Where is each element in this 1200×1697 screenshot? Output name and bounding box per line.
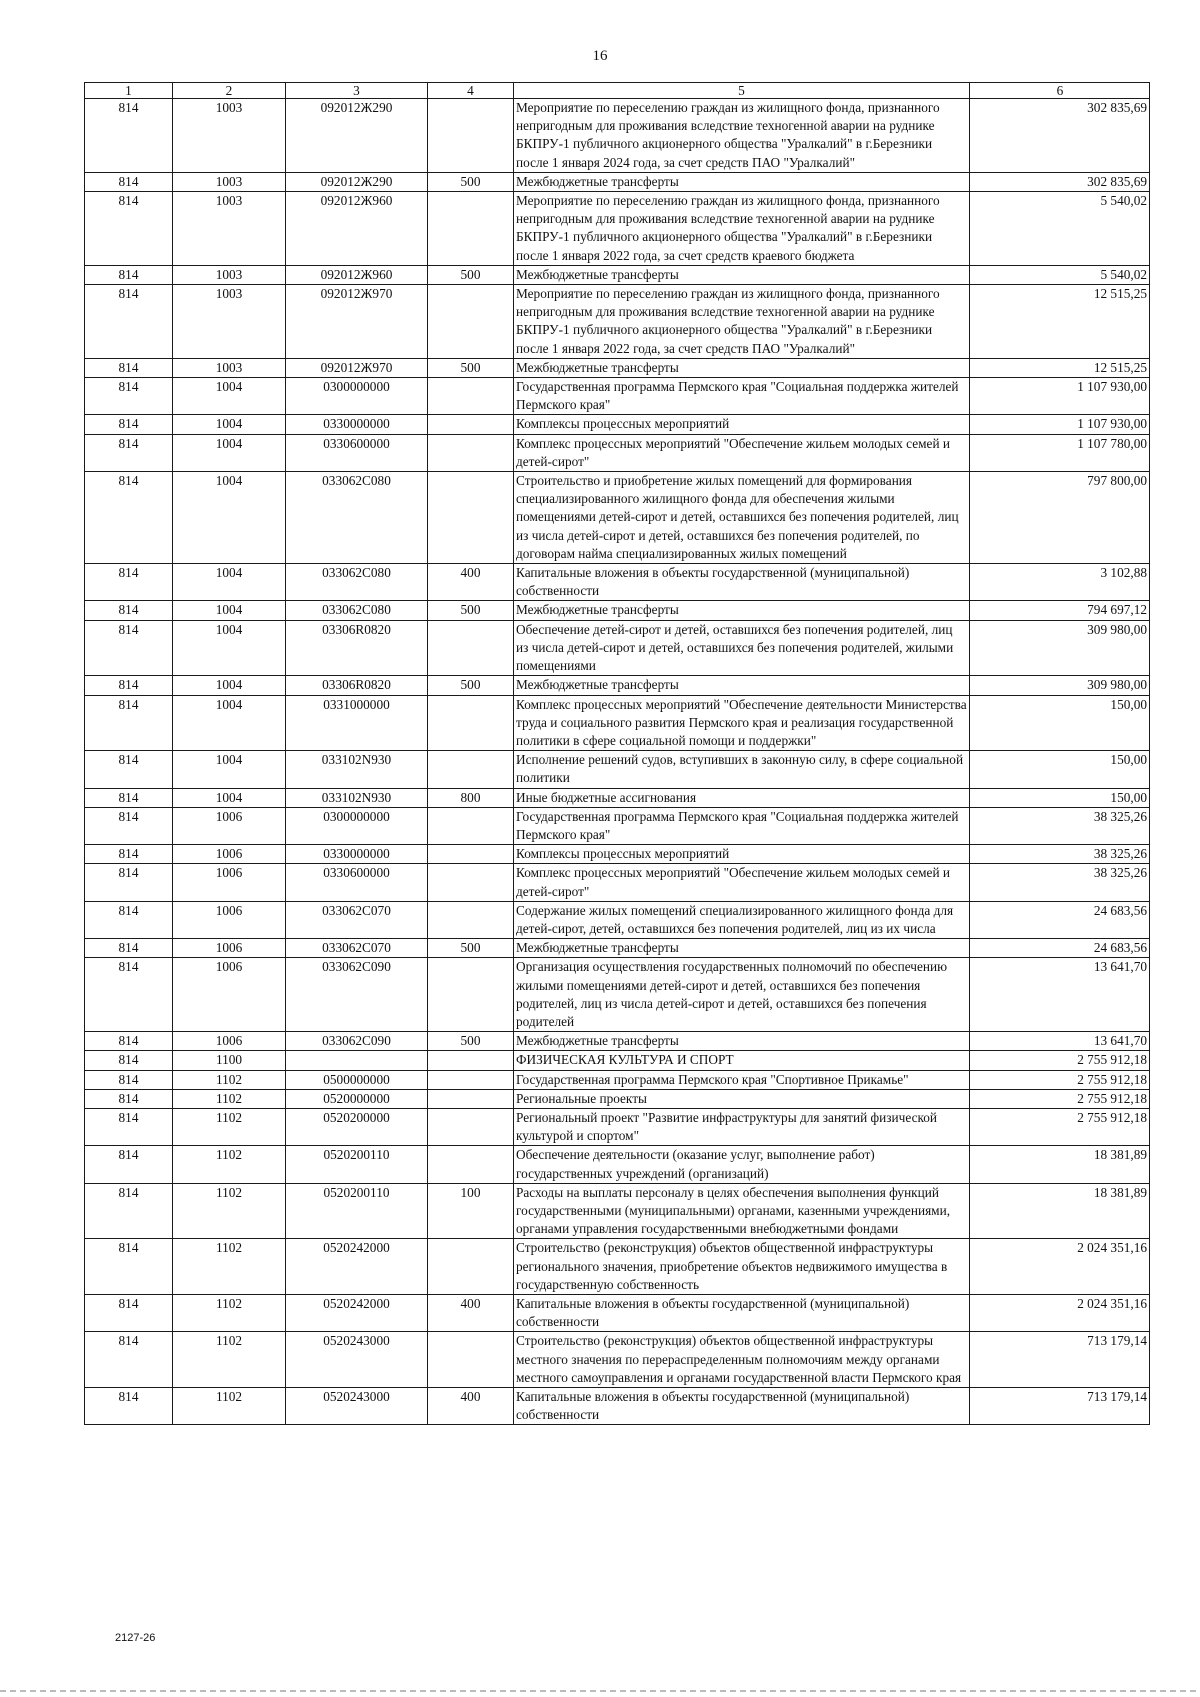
section-code-cell: 1102 bbox=[173, 1183, 286, 1239]
table-row bbox=[85, 1295, 1150, 1332]
description-cell: Комплекс процессных мероприятий "Обеспечение деятельности Министерства труда и социального развития Пермского края и реализация государственной политики в сфере социальной помощи и поддержки" bbox=[514, 695, 970, 751]
table-row bbox=[85, 1108, 1150, 1145]
section-code-cell: 1004 bbox=[173, 620, 286, 676]
amount-cell: 2 024 351,16 bbox=[970, 1295, 1150, 1332]
table-row bbox=[85, 1183, 1150, 1239]
ministry-code-cell: 814 bbox=[85, 1051, 173, 1070]
amount-cell: 2 755 912,18 bbox=[970, 1108, 1150, 1145]
target-article-code-cell: 092012Ж970 bbox=[286, 285, 428, 359]
amount-cell: 13 641,70 bbox=[970, 1032, 1150, 1051]
table-row bbox=[85, 1239, 1150, 1295]
ministry-code-cell: 814 bbox=[85, 1332, 173, 1388]
section-code-cell: 1003 bbox=[173, 265, 286, 284]
ministry-code-cell: 814 bbox=[85, 676, 173, 695]
ministry-code-cell: 814 bbox=[85, 1108, 173, 1145]
expense-type-code-cell bbox=[428, 1108, 514, 1145]
table-row bbox=[85, 192, 1150, 266]
ministry-code-cell: 814 bbox=[85, 1032, 173, 1051]
target-article-code-cell: 033102N930 bbox=[286, 788, 428, 807]
description-cell: Иные бюджетные ассигнования bbox=[514, 788, 970, 807]
description-cell: Капитальные вложения в объекты государственной (муниципальной) собственности bbox=[514, 1295, 970, 1332]
description-cell: Комплекс процессных мероприятий "Обеспечение жильем молодых семей и детей-сирот" bbox=[514, 434, 970, 471]
description-cell: ФИЗИЧЕСКАЯ КУЛЬТУРА И СПОРТ bbox=[514, 1051, 970, 1070]
amount-cell: 150,00 bbox=[970, 751, 1150, 788]
amount-cell: 2 024 351,16 bbox=[970, 1239, 1150, 1295]
target-article-code-cell: 092012Ж290 bbox=[286, 172, 428, 191]
expense-type-code-cell bbox=[428, 958, 514, 1032]
column-header-1: 1 bbox=[85, 83, 173, 99]
amount-cell: 797 800,00 bbox=[970, 472, 1150, 564]
section-code-cell: 1102 bbox=[173, 1239, 286, 1295]
target-article-code-cell: 0520200000 bbox=[286, 1108, 428, 1145]
section-code-cell: 1006 bbox=[173, 901, 286, 938]
section-code-cell: 1006 bbox=[173, 939, 286, 958]
section-code-cell: 1006 bbox=[173, 807, 286, 844]
expense-type-code-cell: 500 bbox=[428, 601, 514, 620]
target-article-code-cell: 0331000000 bbox=[286, 695, 428, 751]
ministry-code-cell: 814 bbox=[85, 864, 173, 901]
budget-table bbox=[84, 82, 1150, 1425]
table-row bbox=[85, 958, 1150, 1032]
expense-type-code-cell bbox=[428, 378, 514, 415]
amount-cell: 713 179,14 bbox=[970, 1388, 1150, 1425]
target-article-code-cell: 0520243000 bbox=[286, 1332, 428, 1388]
section-code-cell: 1003 bbox=[173, 285, 286, 359]
table-row bbox=[85, 751, 1150, 788]
description-cell: Межбюджетные трансферты bbox=[514, 601, 970, 620]
section-code-cell: 1006 bbox=[173, 845, 286, 864]
expense-type-code-cell: 500 bbox=[428, 265, 514, 284]
target-article-code-cell: 0330600000 bbox=[286, 864, 428, 901]
expense-type-code-cell bbox=[428, 434, 514, 471]
section-code-cell: 1004 bbox=[173, 676, 286, 695]
description-cell: Содержание жилых помещений специализированного жилищного фонда для детей-сирот, детей, оставшихся без попечения родителей, лиц из их числа bbox=[514, 901, 970, 938]
expense-type-code-cell bbox=[428, 1089, 514, 1108]
amount-cell: 2 755 912,18 bbox=[970, 1070, 1150, 1089]
table-row bbox=[85, 695, 1150, 751]
description-cell: Государственная программа Пермского края "Социальная поддержка жителей Пермского края" bbox=[514, 807, 970, 844]
target-article-code-cell: 092012Ж960 bbox=[286, 192, 428, 266]
table-row bbox=[85, 601, 1150, 620]
ministry-code-cell: 814 bbox=[85, 472, 173, 564]
amount-cell: 2 755 912,18 bbox=[970, 1051, 1150, 1070]
expense-type-code-cell: 400 bbox=[428, 1388, 514, 1425]
description-cell: Капитальные вложения в объекты государственной (муниципальной) собственности bbox=[514, 1388, 970, 1425]
ministry-code-cell: 814 bbox=[85, 958, 173, 1032]
ministry-code-cell: 814 bbox=[85, 1239, 173, 1295]
table-row bbox=[85, 378, 1150, 415]
target-article-code-cell: 03306R0820 bbox=[286, 620, 428, 676]
section-code-cell: 1006 bbox=[173, 958, 286, 1032]
description-cell: Мероприятие по переселению граждан из жилищного фонда, признанного непригодным для проживания вследствие техногенной аварии на руднике БКПРУ-1 публичного акционерного общества "Уралкалий" в г.Березники после 1 января 2022 года, за счет средств ПАО "Уралкалий" bbox=[514, 285, 970, 359]
amount-cell: 2 755 912,18 bbox=[970, 1089, 1150, 1108]
table-row bbox=[85, 1089, 1150, 1108]
table-row bbox=[85, 434, 1150, 471]
amount-cell: 150,00 bbox=[970, 695, 1150, 751]
description-cell: Государственная программа Пермского края "Спортивное Прикамье" bbox=[514, 1070, 970, 1089]
ministry-code-cell: 814 bbox=[85, 939, 173, 958]
table-row bbox=[85, 901, 1150, 938]
ministry-code-cell: 814 bbox=[85, 265, 173, 284]
expense-type-code-cell: 500 bbox=[428, 1032, 514, 1051]
amount-cell: 38 325,26 bbox=[970, 845, 1150, 864]
section-code-cell: 1102 bbox=[173, 1332, 286, 1388]
ministry-code-cell: 814 bbox=[85, 751, 173, 788]
target-article-code-cell: 033062С080 bbox=[286, 601, 428, 620]
section-code-cell: 1003 bbox=[173, 192, 286, 266]
ministry-code-cell: 814 bbox=[85, 1183, 173, 1239]
amount-cell: 302 835,69 bbox=[970, 99, 1150, 173]
table-row bbox=[85, 99, 1150, 173]
table-row bbox=[85, 1070, 1150, 1089]
section-code-cell: 1004 bbox=[173, 564, 286, 601]
target-article-code-cell: 092012Ж290 bbox=[286, 99, 428, 173]
amount-cell: 12 515,25 bbox=[970, 358, 1150, 377]
table-row bbox=[85, 1332, 1150, 1388]
expense-type-code-cell bbox=[428, 845, 514, 864]
expense-type-code-cell: 800 bbox=[428, 788, 514, 807]
ministry-code-cell: 814 bbox=[85, 788, 173, 807]
section-code-cell: 1102 bbox=[173, 1146, 286, 1183]
description-cell: Комплекс процессных мероприятий "Обеспечение жильем молодых семей и детей-сирот" bbox=[514, 864, 970, 901]
ministry-code-cell: 814 bbox=[85, 378, 173, 415]
description-cell: Мероприятие по переселению граждан из жилищного фонда, признанного непригодным для проживания вследствие техногенной аварии на руднике БКПРУ-1 публичного акционерного общества "Уралкалий" в г.Березники после 1 января 2022 года, за счет средств краевого бюджета bbox=[514, 192, 970, 266]
expense-type-code-cell bbox=[428, 472, 514, 564]
amount-cell: 150,00 bbox=[970, 788, 1150, 807]
scan-edge-line bbox=[0, 1690, 1200, 1692]
amount-cell: 713 179,14 bbox=[970, 1332, 1150, 1388]
ministry-code-cell: 814 bbox=[85, 695, 173, 751]
amount-cell: 309 980,00 bbox=[970, 620, 1150, 676]
expense-type-code-cell: 400 bbox=[428, 564, 514, 601]
column-header-3: 3 bbox=[286, 83, 428, 99]
description-cell: Капитальные вложения в объекты государственной (муниципальной) собственности bbox=[514, 564, 970, 601]
ministry-code-cell: 814 bbox=[85, 901, 173, 938]
section-code-cell: 1003 bbox=[173, 172, 286, 191]
expense-type-code-cell bbox=[428, 807, 514, 844]
target-article-code-cell: 0520242000 bbox=[286, 1239, 428, 1295]
section-code-cell: 1004 bbox=[173, 415, 286, 434]
target-article-code-cell: 0330000000 bbox=[286, 845, 428, 864]
section-code-cell: 1004 bbox=[173, 434, 286, 471]
table-row bbox=[85, 864, 1150, 901]
table-row bbox=[85, 845, 1150, 864]
section-code-cell: 1102 bbox=[173, 1388, 286, 1425]
table-row bbox=[85, 1146, 1150, 1183]
ministry-code-cell: 814 bbox=[85, 620, 173, 676]
expense-type-code-cell bbox=[428, 192, 514, 266]
description-cell: Межбюджетные трансферты bbox=[514, 1032, 970, 1051]
ministry-code-cell: 814 bbox=[85, 1089, 173, 1108]
ministry-code-cell: 814 bbox=[85, 192, 173, 266]
section-code-cell: 1102 bbox=[173, 1070, 286, 1089]
column-header-2: 2 bbox=[173, 83, 286, 99]
expense-type-code-cell: 500 bbox=[428, 358, 514, 377]
description-cell: Обеспечение деятельности (оказание услуг, выполнение работ) государственных учреждений (организаций) bbox=[514, 1146, 970, 1183]
description-cell: Комплексы процессных мероприятий bbox=[514, 845, 970, 864]
target-article-code-cell: 033062С070 bbox=[286, 901, 428, 938]
description-cell: Межбюджетные трансферты bbox=[514, 172, 970, 191]
ministry-code-cell: 814 bbox=[85, 1295, 173, 1332]
description-cell: Государственная программа Пермского края "Социальная поддержка жителей Пермского края" bbox=[514, 378, 970, 415]
expense-type-code-cell bbox=[428, 751, 514, 788]
expense-type-code-cell bbox=[428, 285, 514, 359]
amount-cell: 13 641,70 bbox=[970, 958, 1150, 1032]
description-cell: Комплексы процессных мероприятий bbox=[514, 415, 970, 434]
amount-cell: 1 107 930,00 bbox=[970, 415, 1150, 434]
target-article-code-cell: 033062С080 bbox=[286, 472, 428, 564]
amount-cell: 5 540,02 bbox=[970, 265, 1150, 284]
expense-type-code-cell: 100 bbox=[428, 1183, 514, 1239]
table-row bbox=[85, 564, 1150, 601]
section-code-cell: 1100 bbox=[173, 1051, 286, 1070]
expense-type-code-cell bbox=[428, 864, 514, 901]
section-code-cell: 1006 bbox=[173, 864, 286, 901]
ministry-code-cell: 814 bbox=[85, 601, 173, 620]
expense-type-code-cell: 400 bbox=[428, 1295, 514, 1332]
ministry-code-cell: 814 bbox=[85, 285, 173, 359]
column-header-6: 6 bbox=[970, 83, 1150, 99]
page-number: 16 bbox=[592, 48, 608, 64]
description-cell: Межбюджетные трансферты bbox=[514, 265, 970, 284]
section-code-cell: 1004 bbox=[173, 695, 286, 751]
target-article-code-cell: 092012Ж960 bbox=[286, 265, 428, 284]
expense-type-code-cell bbox=[428, 1070, 514, 1089]
ministry-code-cell: 814 bbox=[85, 358, 173, 377]
amount-cell: 309 980,00 bbox=[970, 676, 1150, 695]
ministry-code-cell: 814 bbox=[85, 434, 173, 471]
amount-cell: 5 540,02 bbox=[970, 192, 1150, 266]
expense-type-code-cell bbox=[428, 415, 514, 434]
section-code-cell: 1102 bbox=[173, 1089, 286, 1108]
description-cell: Обеспечение детей-сирот и детей, оставшихся без попечения родителей, лиц из числа детей-сирот и детей, оставшихся без попечения родителей, жилыми помещениями bbox=[514, 620, 970, 676]
ministry-code-cell: 814 bbox=[85, 1146, 173, 1183]
ministry-code-cell: 814 bbox=[85, 807, 173, 844]
table-row bbox=[85, 1032, 1150, 1051]
expense-type-code-cell bbox=[428, 99, 514, 173]
description-cell: Межбюджетные трансферты bbox=[514, 358, 970, 377]
table-row bbox=[85, 1388, 1150, 1425]
target-article-code-cell: 0330000000 bbox=[286, 415, 428, 434]
amount-cell: 1 107 780,00 bbox=[970, 434, 1150, 471]
amount-cell: 24 683,56 bbox=[970, 939, 1150, 958]
expense-type-code-cell: 500 bbox=[428, 172, 514, 191]
description-cell: Межбюджетные трансферты bbox=[514, 939, 970, 958]
amount-cell: 12 515,25 bbox=[970, 285, 1150, 359]
amount-cell: 18 381,89 bbox=[970, 1183, 1150, 1239]
section-code-cell: 1004 bbox=[173, 601, 286, 620]
target-article-code-cell: 0520200110 bbox=[286, 1146, 428, 1183]
target-article-code-cell: 033062С090 bbox=[286, 958, 428, 1032]
description-cell: Строительство (реконструкция) объектов общественной инфраструктуры регионального значения, приобретение объектов недвижимого имущества в государственную собственность bbox=[514, 1239, 970, 1295]
target-article-code-cell bbox=[286, 1051, 428, 1070]
target-article-code-cell: 0520242000 bbox=[286, 1295, 428, 1332]
ministry-code-cell: 814 bbox=[85, 1070, 173, 1089]
description-cell: Расходы на выплаты персоналу в целях обеспечения выполнения функций государственными (муниципальными) органами, казенными учреждениями, органами управления государственными внебюджетными фондами bbox=[514, 1183, 970, 1239]
table-row bbox=[85, 807, 1150, 844]
target-article-code-cell: 033102N930 bbox=[286, 751, 428, 788]
table-row bbox=[85, 265, 1150, 284]
section-code-cell: 1006 bbox=[173, 1032, 286, 1051]
ministry-code-cell: 814 bbox=[85, 845, 173, 864]
amount-cell: 18 381,89 bbox=[970, 1146, 1150, 1183]
table-row bbox=[85, 676, 1150, 695]
expense-type-code-cell bbox=[428, 695, 514, 751]
description-cell: Организация осуществления государственных полномочий по обеспечению жилыми помещениями детей-сирот и детей, оставшихся без попечения родителей, лиц из числа детей-сирот и детей, оставшихся без попечения родителей bbox=[514, 958, 970, 1032]
table-row bbox=[85, 620, 1150, 676]
expense-type-code-cell bbox=[428, 1146, 514, 1183]
table-row bbox=[85, 1051, 1150, 1070]
target-article-code-cell: 0520243000 bbox=[286, 1388, 428, 1425]
section-code-cell: 1004 bbox=[173, 788, 286, 807]
ministry-code-cell: 814 bbox=[85, 415, 173, 434]
table-row bbox=[85, 788, 1150, 807]
section-code-cell: 1004 bbox=[173, 378, 286, 415]
target-article-code-cell: 033062С080 bbox=[286, 564, 428, 601]
amount-cell: 38 325,26 bbox=[970, 864, 1150, 901]
expense-type-code-cell bbox=[428, 620, 514, 676]
column-header-5: 5 bbox=[514, 83, 970, 99]
amount-cell: 1 107 930,00 bbox=[970, 378, 1150, 415]
description-cell: Строительство (реконструкция) объектов общественной инфраструктуры местного значения по перераспределенным полномочиям между органами местного самоуправления и органами государственной власти Пермского края bbox=[514, 1332, 970, 1388]
description-cell: Исполнение решений судов, вступивших в законную силу, в сфере социальной политики bbox=[514, 751, 970, 788]
document-code: 2127-26 bbox=[115, 1632, 156, 1644]
target-article-code-cell: 0330600000 bbox=[286, 434, 428, 471]
table-row bbox=[85, 358, 1150, 377]
expense-type-code-cell bbox=[428, 1239, 514, 1295]
target-article-code-cell: 0520000000 bbox=[286, 1089, 428, 1108]
target-article-code-cell: 0520200110 bbox=[286, 1183, 428, 1239]
target-article-code-cell: 0300000000 bbox=[286, 378, 428, 415]
ministry-code-cell: 814 bbox=[85, 564, 173, 601]
expense-type-code-cell bbox=[428, 1332, 514, 1388]
target-article-code-cell: 0300000000 bbox=[286, 807, 428, 844]
table-row bbox=[85, 939, 1150, 958]
table-row bbox=[85, 172, 1150, 191]
target-article-code-cell: 033062С090 bbox=[286, 1032, 428, 1051]
section-code-cell: 1004 bbox=[173, 751, 286, 788]
amount-cell: 24 683,56 bbox=[970, 901, 1150, 938]
target-article-code-cell: 0500000000 bbox=[286, 1070, 428, 1089]
ministry-code-cell: 814 bbox=[85, 1388, 173, 1425]
description-cell: Мероприятие по переселению граждан из жилищного фонда, признанного непригодным для проживания вследствие техногенной аварии на руднике БКПРУ-1 публичного акционерного общества "Уралкалий" в г.Березники после 1 января 2024 года, за счет средств ПАО "Уралкалий" bbox=[514, 99, 970, 173]
description-cell: Региональные проекты bbox=[514, 1089, 970, 1108]
target-article-code-cell: 092012Ж970 bbox=[286, 358, 428, 377]
expense-type-code-cell: 500 bbox=[428, 939, 514, 958]
ministry-code-cell: 814 bbox=[85, 99, 173, 173]
amount-cell: 794 697,12 bbox=[970, 601, 1150, 620]
table-row bbox=[85, 285, 1150, 359]
header-row bbox=[85, 83, 1150, 99]
section-code-cell: 1003 bbox=[173, 99, 286, 173]
section-code-cell: 1004 bbox=[173, 472, 286, 564]
section-code-cell: 1102 bbox=[173, 1108, 286, 1145]
target-article-code-cell: 033062С070 bbox=[286, 939, 428, 958]
amount-cell: 38 325,26 bbox=[970, 807, 1150, 844]
expense-type-code-cell bbox=[428, 901, 514, 938]
description-cell: Региональный проект "Развитие инфраструктуры для занятий физической культурой и спортом" bbox=[514, 1108, 970, 1145]
expense-type-code-cell: 500 bbox=[428, 676, 514, 695]
section-code-cell: 1003 bbox=[173, 358, 286, 377]
section-code-cell: 1102 bbox=[173, 1295, 286, 1332]
amount-cell: 3 102,88 bbox=[970, 564, 1150, 601]
expense-type-code-cell bbox=[428, 1051, 514, 1070]
description-cell: Строительство и приобретение жилых помещений для формирования специализированного жилищного фонда для обеспечения жилыми помещениями детей-сирот и детей, оставшихся без попечения родителей, лиц из числа детей-сирот и детей, оставшихся без попечения родителей, по договорам найма специализированных жилых помещений bbox=[514, 472, 970, 564]
target-article-code-cell: 03306R0820 bbox=[286, 676, 428, 695]
table-row bbox=[85, 415, 1150, 434]
ministry-code-cell: 814 bbox=[85, 172, 173, 191]
column-header-4: 4 bbox=[428, 83, 514, 99]
amount-cell: 302 835,69 bbox=[970, 172, 1150, 191]
description-cell: Межбюджетные трансферты bbox=[514, 676, 970, 695]
table-row bbox=[85, 472, 1150, 564]
